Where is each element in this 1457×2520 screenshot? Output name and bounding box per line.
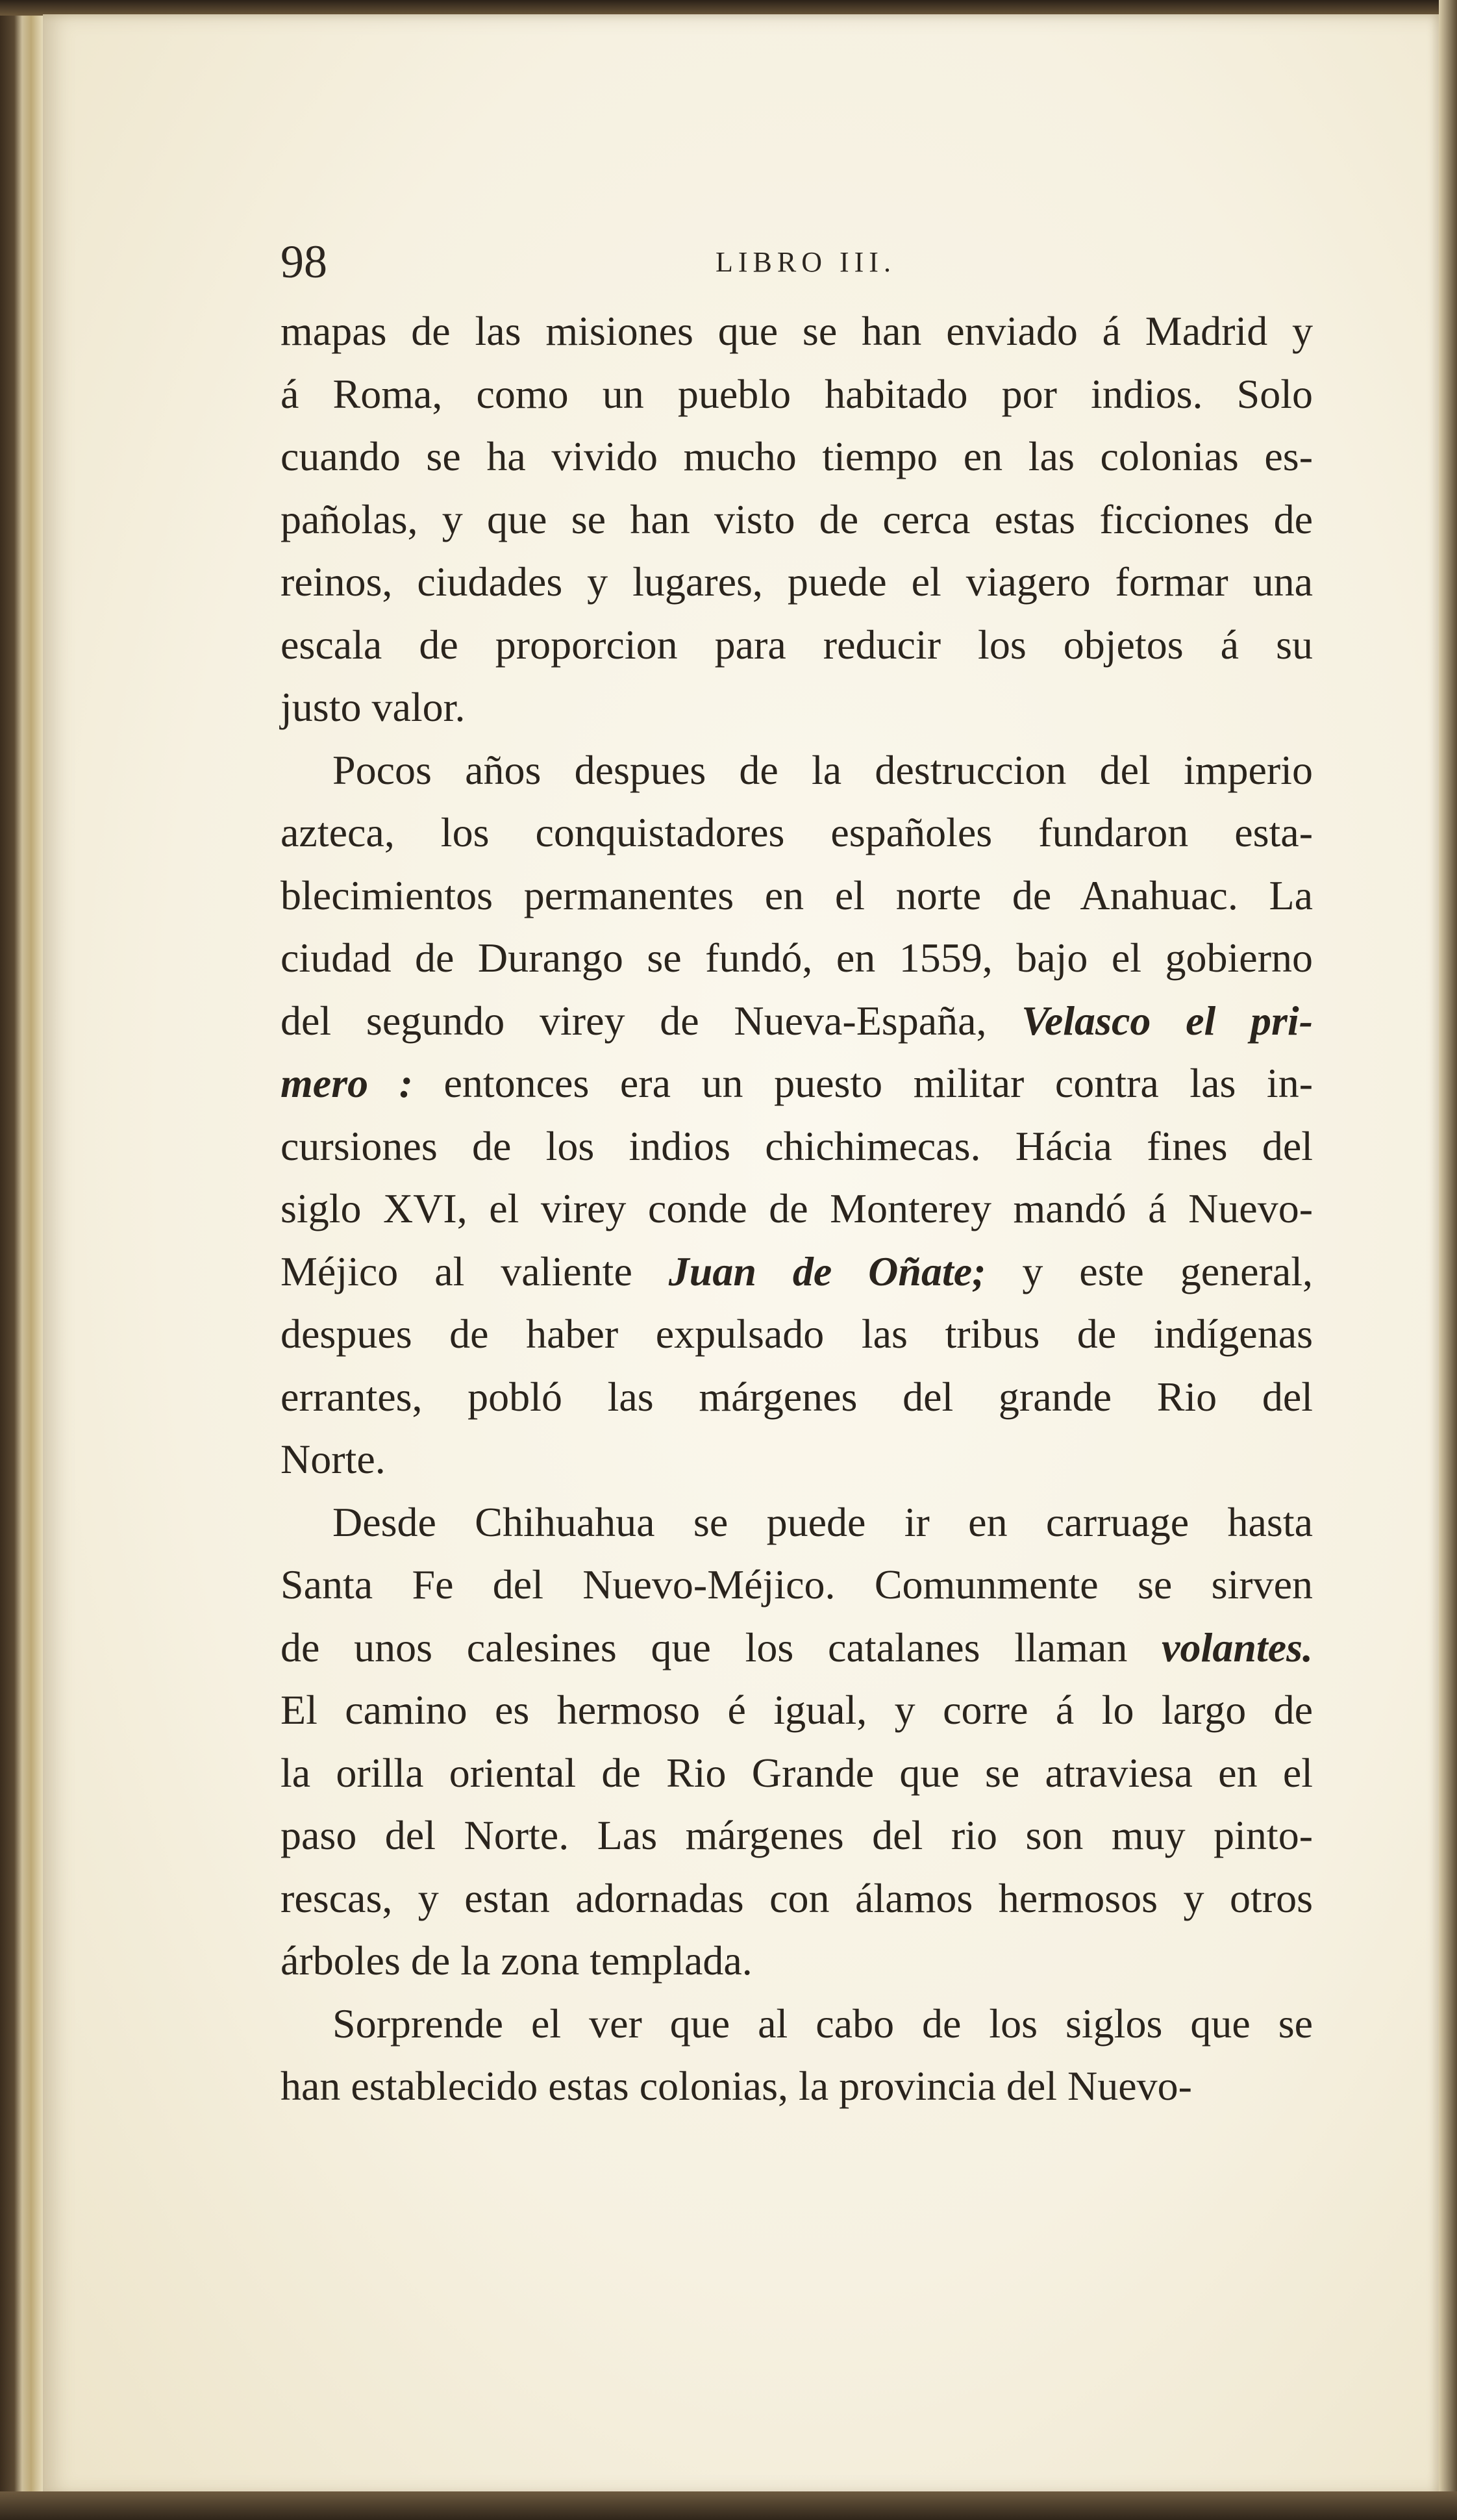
text-segment: reinos, ciudades y lugares, puede el viagero formar una [280, 559, 1313, 605]
text-line [280, 1115, 1313, 1178]
text-line [280, 1241, 1313, 1304]
text-line [280, 488, 1313, 551]
text-line [280, 1303, 1313, 1366]
text-line [280, 1491, 1313, 1554]
text-segment: del segundo virey de Nueva-España, [280, 997, 1022, 1044]
text-segment: y este general, [986, 1248, 1313, 1294]
text-line [280, 864, 1313, 927]
text-segment: mapas de las misiones que se han enviado á Madrid y [280, 308, 1313, 354]
text-line [280, 2055, 1313, 2118]
text-line [280, 1617, 1313, 1680]
text-segment: Méjico al valiente [280, 1248, 669, 1294]
text-line [280, 1867, 1313, 1930]
text-line [280, 363, 1313, 426]
text-line [280, 1804, 1313, 1867]
text-segment: Norte. [280, 1436, 386, 1482]
text-segment: escala de proporcion para reducir los objetos á su [280, 621, 1313, 668]
top-page-edge [0, 0, 1457, 16]
text-segment: á Roma, como un pueblo habitado por indios. Solo [280, 370, 1313, 417]
right-page-edge [1439, 0, 1457, 2520]
text-segment: errantes, pobló las márgenes del grande Rio del [280, 1373, 1313, 1420]
italic-text-segment: Velasco el pri- [1021, 997, 1314, 1044]
body-text [280, 300, 1313, 2118]
text-segment: El camino es hermoso é igual, y corre á lo largo de [280, 1687, 1313, 1733]
text-segment: la orilla oriental de Rio Grande que se atraviesa en el [280, 1749, 1313, 1796]
text-segment: justo valor. [280, 684, 466, 730]
page-header [280, 235, 1319, 287]
text-line [280, 927, 1313, 990]
text-line [280, 739, 1313, 802]
text-line [280, 1178, 1313, 1241]
text-line [280, 1679, 1313, 1742]
text-segment: pañolas, y que se han visto de cerca estas ficciones de [280, 496, 1313, 542]
text-segment: árboles de la zona templada. [280, 1937, 753, 1984]
text-line [280, 1366, 1313, 1429]
italic-text-segment: volantes. [1162, 1624, 1313, 1670]
text-segment: Desde Chihuahua se puede ir en carruage hasta [332, 1498, 1313, 1545]
bottom-page-edge [0, 2491, 1457, 2520]
text-line [280, 425, 1313, 488]
text-line [280, 1742, 1313, 1805]
text-segment: de unos calesines que los catalanes llaman [280, 1624, 1162, 1670]
running-head: LIBRO III. [716, 246, 896, 278]
text-line [280, 1993, 1313, 2056]
text-line [280, 1554, 1313, 1617]
text-segment: entonces era un puesto militar contra las in- [412, 1060, 1314, 1106]
text-segment: Sorprende el ver que al cabo de los siglos que se [332, 2000, 1313, 2047]
text-segment: siglo XVI, el virey conde de Monterey mandó á Nuevo- [280, 1185, 1313, 1231]
text-line [280, 551, 1313, 614]
italic-text-segment: Juan de Oñate; [668, 1248, 986, 1294]
text-segment: despues de haber expulsado las tribus de indígenas [280, 1311, 1313, 1357]
text-line [280, 1930, 1313, 1993]
text-segment: paso del Norte. Las márgenes del rio son muy pinto- [280, 1812, 1313, 1858]
text-line [280, 676, 1313, 739]
text-line [280, 801, 1313, 864]
text-line [280, 614, 1313, 677]
text-segment: blecimientos permanentes en el norte de Anahuac. La [280, 872, 1313, 918]
text-segment: han establecido estas colonias, la provincia del Nuevo- [280, 2063, 1192, 2109]
text-segment: Santa Fe del Nuevo-Méjico. Comunmente se sirven [280, 1561, 1313, 1607]
italic-text-segment: mero : [280, 1060, 413, 1106]
text-segment: azteca, los conquistadores españoles fundaron esta- [280, 809, 1313, 855]
text-line [280, 1428, 1313, 1491]
text-segment: Pocos años despues de la destruccion del imperio [332, 746, 1313, 793]
text-line [280, 990, 1313, 1053]
text-segment: ciudad de Durango se fundó, en 1559, bajo el gobierno [280, 935, 1313, 981]
text-line [280, 1052, 1313, 1115]
page-number: 98 [280, 236, 327, 288]
text-segment: cuando se ha vivido mucho tiempo en las colonias es- [280, 433, 1313, 479]
text-line [280, 300, 1313, 363]
text-segment: rescas, y estan adornadas con álamos hermosos y otros [280, 1874, 1313, 1921]
text-segment: cursiones de los indios chichimecas. Hácia fines del [280, 1122, 1313, 1169]
